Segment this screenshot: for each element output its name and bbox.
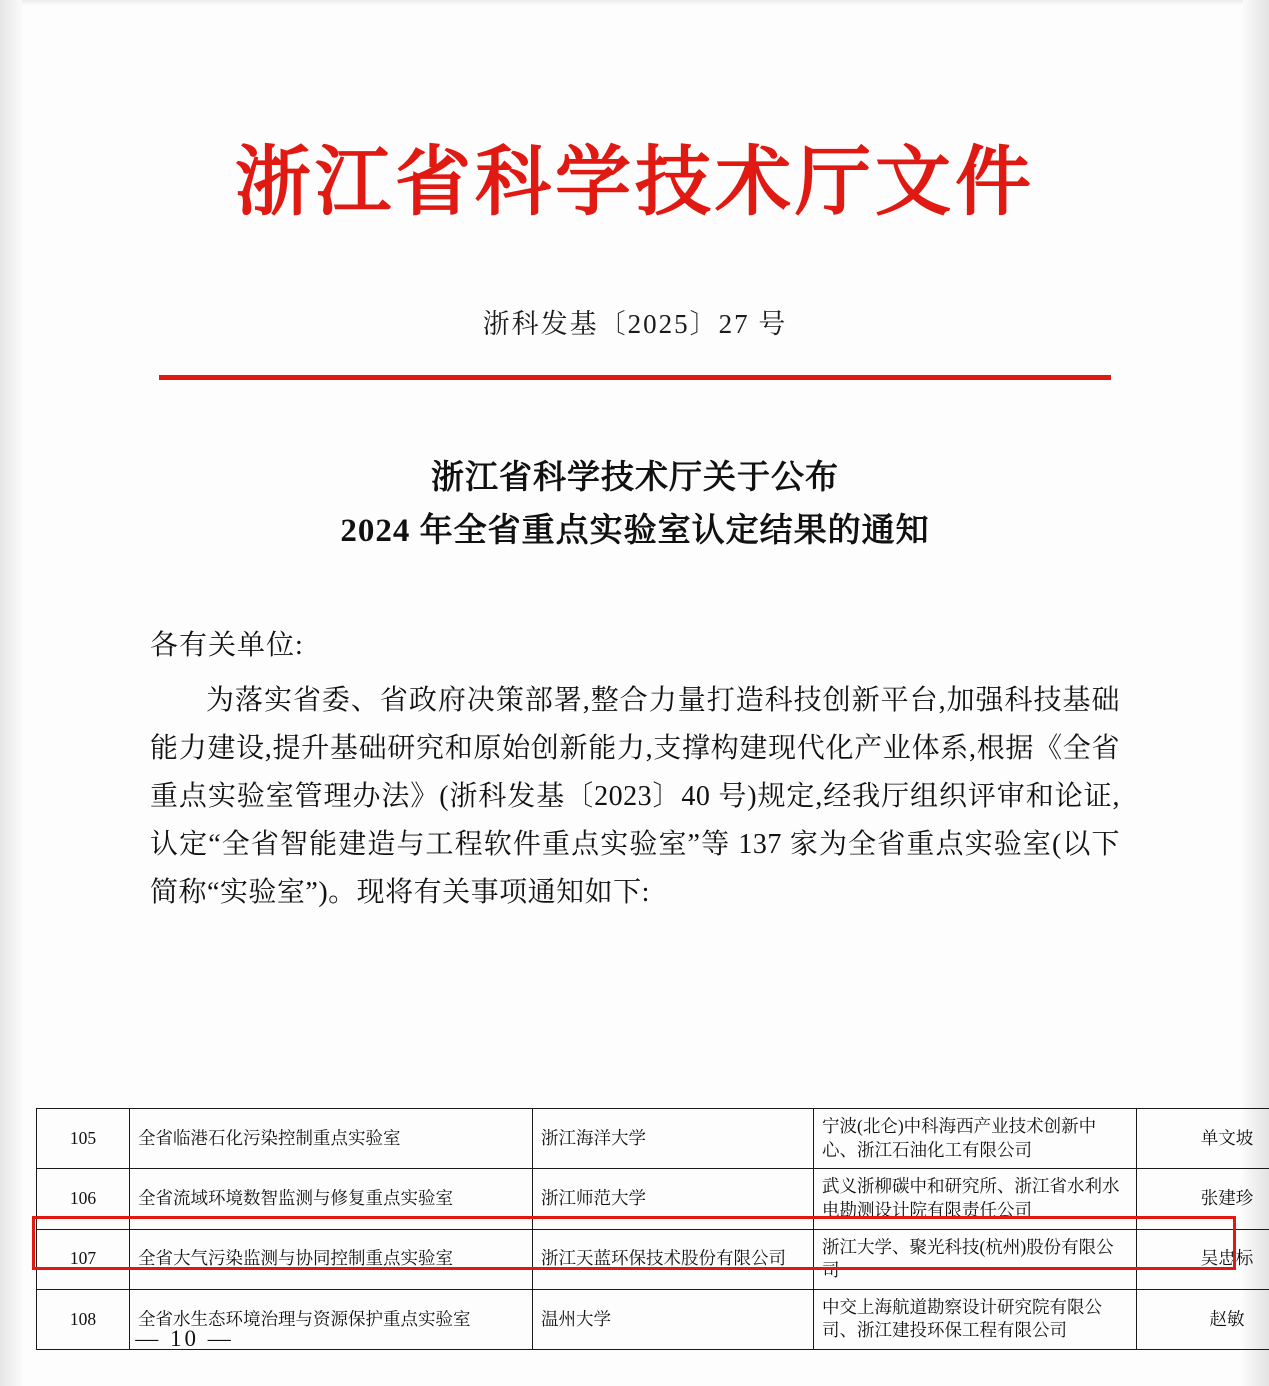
page-number: — 10 — bbox=[135, 1326, 234, 1351]
lab-results-table-body bbox=[37, 1109, 1269, 1350]
salutation: 各有关单位: bbox=[150, 629, 304, 661]
document-title: 浙江省科学技术厅文件 bbox=[235, 137, 1035, 226]
row-cooperators: 浙江大学、聚光科技(杭州)股份有限公司 bbox=[814, 1229, 1137, 1289]
row-host-unit: 温州大学 bbox=[533, 1289, 814, 1349]
row-cooperators: 宁波(北仑)中科海西产业技术创新中心、浙江石油化工有限公司 bbox=[814, 1109, 1137, 1169]
page-footer bbox=[0, 1326, 1269, 1352]
row-number: 105 bbox=[37, 1109, 130, 1169]
row-lab-name: 全省水生态环境治理与资源保护重点实验室 bbox=[130, 1289, 533, 1349]
body-paragraph: 为落实省委、省政府决策部署,整合力量打造科技创新平台,加强科技基础能力建设,提升基础研究和原始创新能力,支撑构建现代化产业体系,根据《全省重点实验室管理办法》(浙科发基〔2023〕40 号)规定,经我厅组织评审和论证,认定“全省智能建造与工程软件重点实验室”等 137 家为全省重点实验室(以下简称“实验室”)。现将有关事项通知如下: bbox=[150, 684, 1120, 909]
document-content bbox=[150, 0, 1120, 917]
page-left-edge bbox=[0, 0, 22, 1386]
row-person: 吴忠标 bbox=[1137, 1229, 1269, 1289]
notice-headline bbox=[150, 452, 1120, 559]
notice-headline-line-1: 浙江省科学技术厅关于公布 bbox=[431, 459, 839, 496]
document-number: 浙科发基〔2025〕27 号 bbox=[482, 308, 788, 339]
table-row-highlighted bbox=[37, 1229, 1269, 1289]
row-cooperators: 武义浙柳碳中和研究所、浙江省水利水电勘测设计院有限责任公司 bbox=[814, 1169, 1137, 1229]
row-lab-name: 全省大气污染监测与协同控制重点实验室 bbox=[130, 1229, 533, 1289]
row-person: 单文坡 bbox=[1137, 1109, 1269, 1169]
red-divider-rule bbox=[159, 375, 1111, 380]
table-row bbox=[37, 1169, 1269, 1229]
row-person: 赵敏 bbox=[1137, 1289, 1269, 1349]
row-host-unit: 浙江海洋大学 bbox=[533, 1109, 814, 1169]
lab-results-table-wrapper bbox=[36, 1108, 1254, 1350]
row-host-unit: 浙江师范大学 bbox=[533, 1169, 814, 1229]
row-number: 107 bbox=[37, 1229, 130, 1289]
table-row bbox=[37, 1109, 1269, 1169]
row-number: 108 bbox=[37, 1289, 130, 1349]
lab-results-table bbox=[36, 1108, 1269, 1350]
row-person: 张建珍 bbox=[1137, 1169, 1269, 1229]
row-cooperators: 中交上海航道勘察设计研究院有限公司、浙江建投环保工程有限公司 bbox=[814, 1289, 1137, 1349]
notice-headline-line-2: 2024 年全省重点实验室认定结果的通知 bbox=[340, 513, 930, 550]
row-host-unit: 浙江天蓝环保技术股份有限公司 bbox=[533, 1229, 814, 1289]
row-lab-name: 全省流域环境数智监测与修复重点实验室 bbox=[130, 1169, 533, 1229]
row-number: 106 bbox=[37, 1169, 130, 1229]
row-lab-name: 全省临港石化污染控制重点实验室 bbox=[130, 1109, 533, 1169]
